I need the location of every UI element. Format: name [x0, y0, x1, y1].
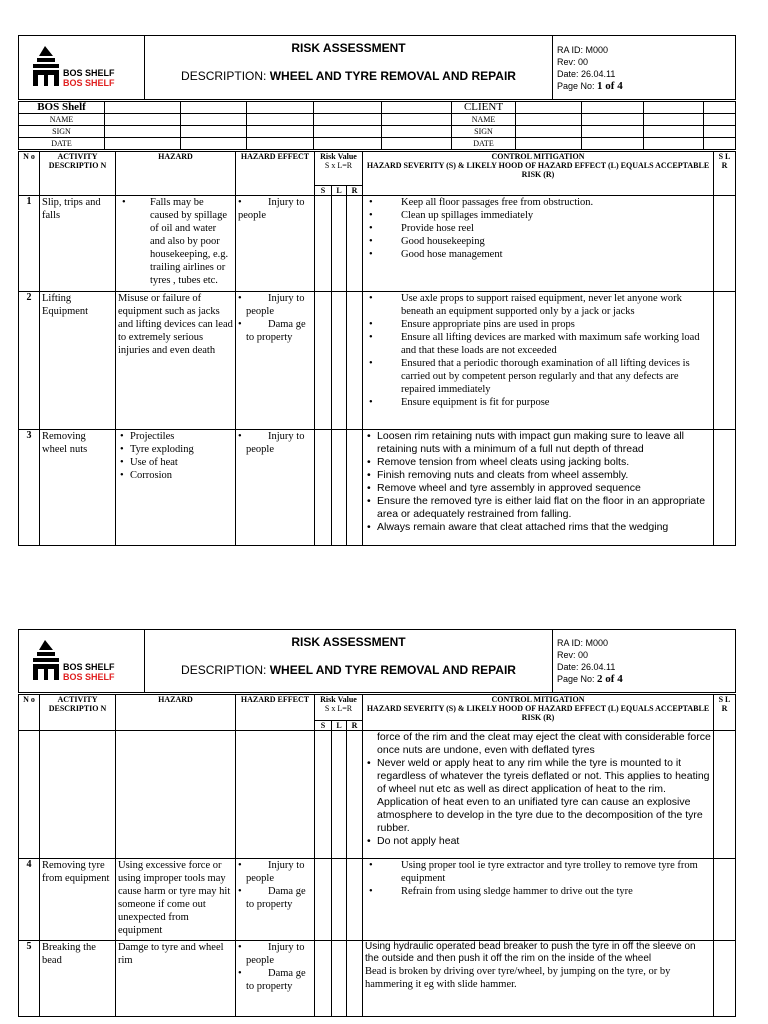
- table-row: 5 Breaking the bead Damge to tyre and wheel rim • Injury to people • Dama ge to property Using hydraulic operated bead breaker to push the tyre in off the sleeve on the outside and then push it off the rim on the inside of the wheel Bead is broken by driving over tyre/wheel, by jumping on the tyre, or by hammering it eg with slide hammer.: [19, 941, 736, 1017]
- table-row: 3 Removing wheel nuts • Projectiles • Tyre exploding • Use of heat • Corrosion • Injury to people • Loosen rim retaining nuts with impact gun making sure to leave all retaining nuts with a minimum of a full nut depth of thread • Remove tension from wheel cleats using jacking bolts. • Finish removing nuts and cleats from wheel assembly. • Remove wheel and tyre assembly in approved sequence • Ensure the removed tyre is either laid flat on the floor in an appropriate area or adequately restrained from falling. • Always remain aware that cleat attached rims that the wedging: [19, 430, 736, 546]
- rev: Rev: 00: [557, 56, 589, 67]
- col-slr: S L R: [714, 695, 736, 731]
- title-cell: [145, 630, 553, 693]
- signoff-field[interactable]: [247, 138, 314, 150]
- col-s: S: [315, 721, 332, 731]
- signoff-field[interactable]: [105, 126, 181, 138]
- signoff-field[interactable]: [247, 126, 314, 138]
- page-title: RISK ASSESSMENT: [291, 635, 406, 649]
- table-row: 2 Lifting Equipment Misuse or failure of equipment such as jacks and lifting devices can lead to extremely serious injuries and even death • Injury to people • Dama ge to property • Use axle props to support raised equipment, never let anyone work beneath an equipment supported only by a jack or jacks • Ensure appropriate pins are used in props • Ensure all lifting devices are marked with maximum safe working load and that these loads are not exceeded • Ensured that a periodic thorough examination of all lifting devices is carried out by competent person regularly and that any defects are repaired immediately • Ensure equipment is fit for purpose: [19, 292, 736, 430]
- signoff-sign-label: SIGN: [19, 126, 105, 138]
- signoff-field[interactable]: [516, 138, 582, 150]
- meta-cell: [553, 36, 736, 100]
- page-title: RISK ASSESSMENT: [291, 41, 406, 55]
- signoff-field[interactable]: [382, 138, 452, 150]
- description: DESCRIPTION: WHEEL AND TYRE REMOVAL AND REPAIR: [181, 663, 516, 677]
- signoff-table: [18, 101, 736, 150]
- ra-id: RA ID: M000: [557, 44, 609, 55]
- signoff-field[interactable]: [105, 138, 181, 150]
- col-risk: Risk Value S x L=R: [315, 152, 363, 186]
- signoff-sign-label-client: SIGN: [452, 126, 516, 138]
- signoff-field[interactable]: [314, 126, 382, 138]
- risk-table-page1: [18, 151, 736, 546]
- signoff-name-label: NAME: [19, 114, 105, 126]
- signoff-left-title: BOS Shelf: [19, 102, 105, 114]
- signoff-field[interactable]: [644, 138, 704, 150]
- signoff-field[interactable]: [382, 114, 452, 126]
- signoff-field[interactable]: [704, 114, 736, 126]
- signoff-field[interactable]: [247, 114, 314, 126]
- description: DESCRIPTION: WHEEL AND TYRE REMOVAL AND REPAIR: [181, 69, 516, 83]
- signoff-field[interactable]: [516, 126, 582, 138]
- col-no: N o: [19, 695, 40, 731]
- table-row: 4 Removing tyre from equipment Using excessive force or using improper tools may cause harm or tyre may hit someone if come out unexpected from equipment • Injury to people • Dama ge to property • Using proper tool ie tyre extractor and tyre trolley to remove tyre from equipment • Refrain from using sledge hammer to drive out the tyre: [19, 859, 736, 941]
- logo-cell: [19, 630, 145, 693]
- signoff-date-label: DATE: [19, 138, 105, 150]
- risk-table-page2: [18, 694, 736, 1017]
- col-r: R: [347, 721, 363, 731]
- title-cell: [145, 36, 553, 100]
- bos-shelf-logo-icon: [31, 638, 131, 684]
- bos-shelf-logo-icon: [31, 44, 131, 90]
- logo-cell: [19, 36, 145, 100]
- logo-text-black: BOS SHELF: [63, 68, 115, 78]
- signoff-field[interactable]: [582, 114, 644, 126]
- col-s: S: [315, 186, 332, 196]
- page-number: Page No: 2 of 4: [557, 673, 623, 685]
- page-number: Page No: 1 of 4: [557, 79, 623, 92]
- signoff-field[interactable]: [582, 138, 644, 150]
- date: Date: 26.04.11: [557, 662, 616, 672]
- col-activity: ACTIVITY DESCRIPTIO N: [40, 695, 116, 731]
- col-slr: S L R: [714, 152, 736, 196]
- signoff-field[interactable]: [314, 114, 382, 126]
- signoff-name-label-client: NAME: [452, 114, 516, 126]
- col-l: L: [332, 186, 347, 196]
- signoff-date-label-client: DATE: [452, 138, 516, 150]
- signoff-field[interactable]: [516, 114, 582, 126]
- header-table: [18, 35, 736, 100]
- col-control: CONTROL MITIGATION HAZARD SEVERITY (S) & LIKELY HOOD OF HAZARD EFFECT (L) EQUALS ACCEPTABLE RISK (R): [363, 695, 714, 731]
- date: Date: 26.04.11: [557, 68, 616, 79]
- logo-text-red: BOS SHELF: [63, 78, 115, 88]
- ra-id: RA ID: M000: [557, 638, 609, 648]
- signoff-field[interactable]: [382, 126, 452, 138]
- table-row: force of the rim and the cleat may eject the cleat with considerable force once nuts are undone, even with deflated tyres • Never weld or apply heat to any rim while the tyre is mounted to it regardless of whatever the tyreis deflated or not. This applies to heating of wheel nut etc as well as direct application of heat to the rim. Application of heat even to an unifiated tyre can cause an explosive atmosphere to develop in the tyre due to the decomposition of the tyre rubber. • Do not apply heat: [19, 731, 736, 859]
- col-effect: HAZARD EFFECT: [236, 695, 315, 731]
- signoff-field[interactable]: [181, 138, 247, 150]
- meta-cell: [553, 630, 736, 693]
- signoff-field[interactable]: [314, 138, 382, 150]
- col-r: R: [347, 186, 363, 196]
- page-2: [18, 629, 735, 1017]
- signoff-field[interactable]: [105, 114, 181, 126]
- signoff-field[interactable]: [644, 126, 704, 138]
- signoff-field[interactable]: [704, 138, 736, 150]
- rev: Rev: 00: [557, 650, 589, 660]
- col-hazard: HAZARD: [116, 695, 236, 731]
- signoff-field[interactable]: [181, 126, 247, 138]
- col-no: N o: [19, 152, 40, 196]
- col-l: L: [332, 721, 347, 731]
- col-control: CONTROL MITIGATION HAZARD SEVERITY (S) & LIKELY HOOD OF HAZARD EFFECT (L) EQUALS ACCEPTABLE RISK (R): [363, 152, 714, 196]
- signoff-field[interactable]: [644, 114, 704, 126]
- logo-text-black: BOS SHELF: [63, 662, 115, 672]
- signoff-right-title: CLIENT: [452, 102, 516, 114]
- col-risk: Risk Value S x L=R: [315, 695, 363, 721]
- page-1: [18, 35, 735, 546]
- logo-text-red: BOS SHELF: [63, 672, 115, 682]
- header-table-2: [18, 629, 736, 693]
- col-hazard: HAZARD: [116, 152, 236, 196]
- signoff-field[interactable]: [582, 126, 644, 138]
- col-effect: HAZARD EFFECT: [236, 152, 315, 196]
- signoff-field[interactable]: [181, 114, 247, 126]
- table-row: 1 Slip, trips and falls • Falls may be caused by spillage of oil and water and also by poor housekeeping, e.g. trailing airlines or tyres , tubes etc. • Injury to people • Keep all floor passages free from obstruction. • Clean up spillages immediately • Provide hose reel • Good housekeeping • Good hose management: [19, 196, 736, 292]
- col-activity: ACTIVITY DESCRIPTIO N: [40, 152, 116, 196]
- signoff-field[interactable]: [704, 126, 736, 138]
